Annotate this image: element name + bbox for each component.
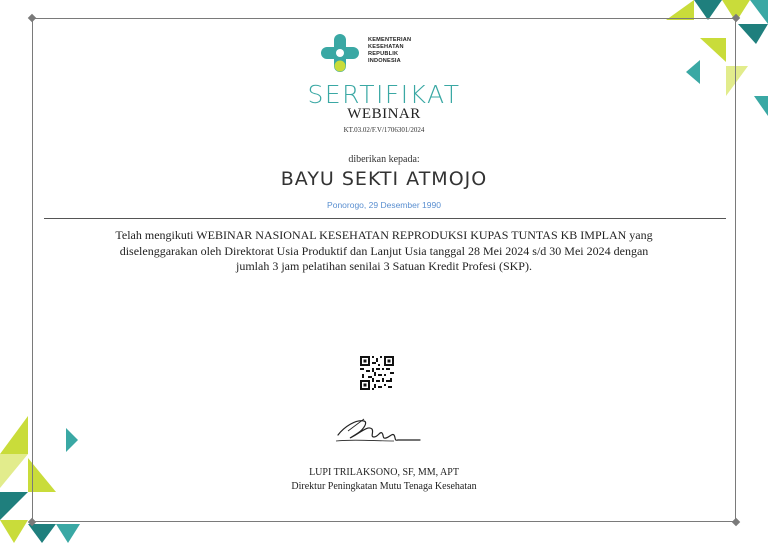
- org-line: INDONESIA: [368, 58, 401, 64]
- birth-info: Ponorogo, 29 Desember 1990: [327, 200, 441, 210]
- body-line: diselenggarakan oleh Direktorat Usia Produktif dan Lanjut Usia tanggal 28 Mei 2024 s/d 30 Mei 2024 dengan: [119, 243, 649, 258]
- org-line: KEMENTERIAN: [368, 37, 412, 43]
- org-line: REPUBLIK: [368, 51, 399, 57]
- signatory-title: Direktur Peningkatan Mutu Tenaga Kesehatan: [291, 481, 477, 492]
- certificate-number: KT.03.02/F.V/1706301/2024: [343, 126, 425, 134]
- certificate-body: [70, 228, 698, 275]
- qr-code-icon[interactable]: [360, 356, 394, 390]
- certificate-subtitle: WEBINAR: [347, 106, 421, 122]
- certificate-title: SERTIFIKAT: [307, 80, 461, 109]
- divider: [44, 218, 726, 219]
- recipient-name: BAYU SEKTI ATMOJO: [280, 168, 488, 190]
- body-line: jumlah 3 jam pelatihan senilai 3 Satuan Kredit Profesi (SKP).: [236, 259, 532, 273]
- org-name: [368, 37, 411, 65]
- given-to-label: diberikan kepada:: [348, 154, 420, 165]
- body-line: Telah mengikuti WEBINAR NASIONAL KESEHATAN REPRODUKSI KUPAS TUNTAS KB IMPLAN yang: [115, 228, 653, 242]
- org-line: KESEHATAN: [368, 44, 404, 50]
- frame-corner-br: [732, 518, 740, 526]
- signature-image: [334, 413, 424, 447]
- signatory-name: LUPI TRILAKSONO, SF, MM, APT: [309, 467, 459, 478]
